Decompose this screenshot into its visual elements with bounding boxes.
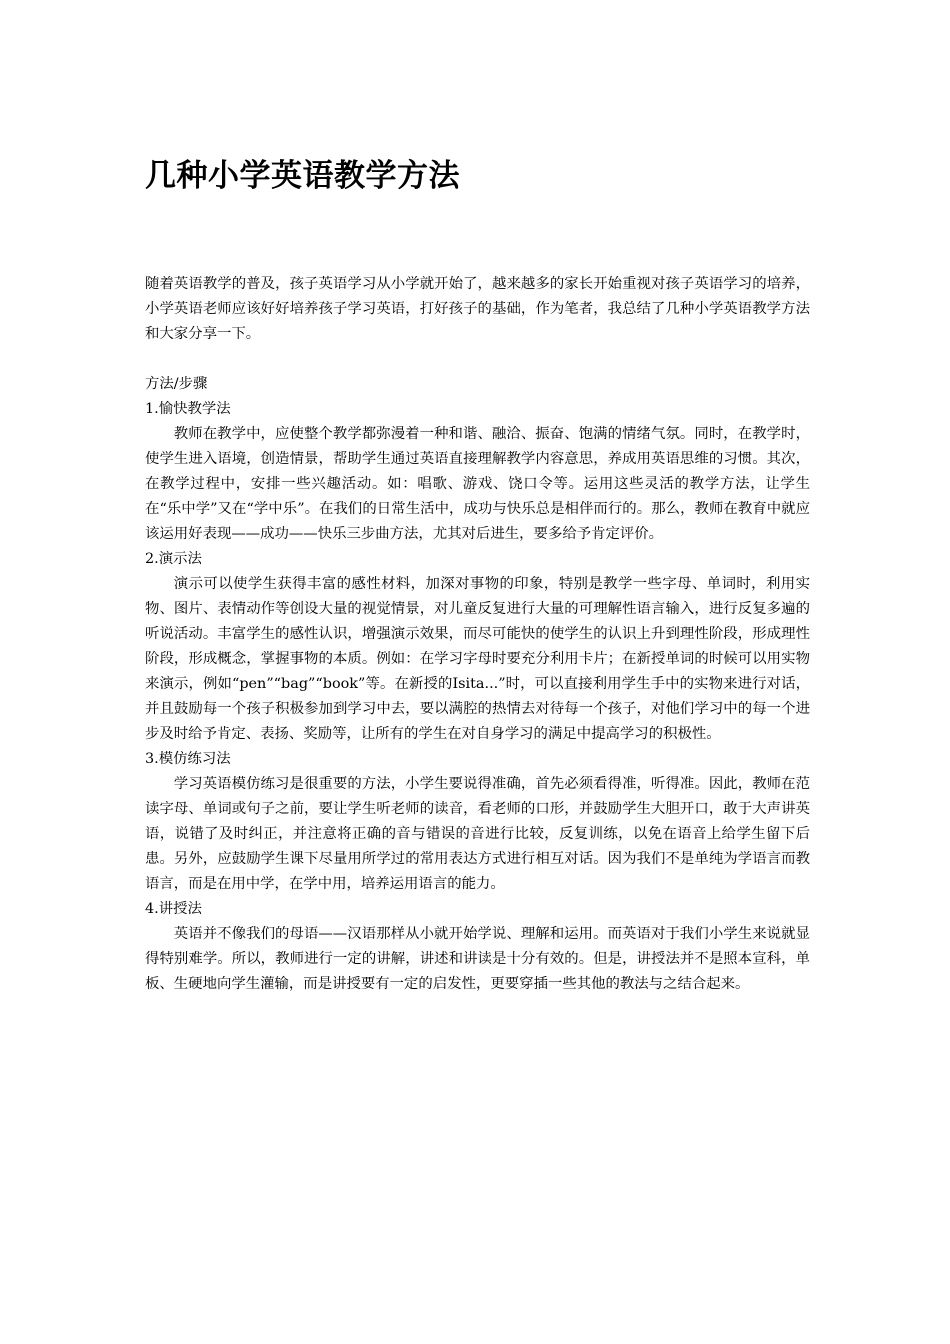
section-heading-3: 3.模仿练习法 bbox=[145, 751, 231, 767]
section-paragraph-1: 教师在教学中，应使整个教学都弥漫着一种和谐、融洽、振奋、饱满的情绪气氛。同时，在教学时，使学生进入语境，创造情景，帮助学生通过英语直接理解教学内容意思，养成用英语思维的习惯。其次，在教学过程中，安排一些兴趣活动。如：唱歌、游戏、饶口令等。运用这些灵活的教学方法，让学生在“乐中学”又在“学中乐”。在我们的日常生活中，成功与快乐总是相伴而行的。那么，教师在教育中就应该运用好表现——成功——快乐三步曲方法，尤其对后进生，要多给予肯定评价。 bbox=[145, 426, 810, 542]
section-paragraph-2: 演示可以使学生获得丰富的感性材料，加深对事物的印象，特别是教学一些字母、单词时，利用实物、图片、表情动作等创设大量的视觉情景，对儿童反复进行大量的可理解性语言输入，进行反复多遍的听说活动。丰富学生的感性认识，增强演示效果，而尽可能快的使学生的认识上升到理性阶段，形成理性阶段，形成概念，掌握事物的本质。例如：在学习字母时要充分利用卡片；在新授单词的时候可以用实物来演示，例如“pen”“bag”“book”等。在新授的Isita...”时，可以直接利用学生手中的实物来进行对话，并且鼓励每一个孩子积极参加到学习中去，要以满腔的热情去对待每一个孩子，对他们学习中的每一个进步及时给予肯定、表扬、奖励等，让所有的学生在对自身学习的满足中提高学习的积极性。 bbox=[145, 576, 810, 742]
section-heading-4: 4.讲授法 bbox=[145, 901, 202, 917]
section-paragraph-3: 学习英语模仿练习是很重要的方法，小学生要说得准确，首先必须看得准，听得准。因此，教师在范读字母、单词或句子之前，要让学生听老师的读音，看老师的口形，并鼓励学生大胆开口，敢于大声讲英语，说错了及时纠正，并注意将正确的音与错误的音进行比较，反复训练，以免在语音上给学生留下后患。另外，应鼓励学生课下尽量用所学过的常用表达方式进行相互对话。因为我们不是单纯为学语言而教语言，而是在用中学，在学中用，培养运用语言的能力。 bbox=[145, 776, 810, 892]
section-heading-2: 2.演示法 bbox=[145, 551, 202, 567]
document-title: 几种小学英语教学方法 bbox=[145, 158, 460, 194]
document-body bbox=[145, 272, 810, 997]
intro-paragraph: 随着英语教学的普及，孩子英语学习从小学就开始了，越来越多的家长开始重视对孩子英语学习的培养，小学英语老师应该好好培养孩子学习英语，打好孩子的基础，作为笔者，我总结了几种小学英语教学方法和大家分享一下。 bbox=[145, 276, 810, 342]
section-heading-1: 1.愉快教学法 bbox=[145, 401, 231, 417]
steps-label: 方法/步骤 bbox=[145, 376, 208, 392]
section-paragraph-4: 英语并不像我们的母语——汉语那样从小就开始学说、理解和运用。而英语对于我们小学生来说就显得特别难学。所以，教师进行一定的讲解，讲述和讲读是十分有效的。但是，讲授法并不是照本宣科，单板、生硬地向学生灌输，而是讲授要有一定的启发性，更要穿插一些其他的教法与之结合起来。 bbox=[145, 926, 810, 992]
